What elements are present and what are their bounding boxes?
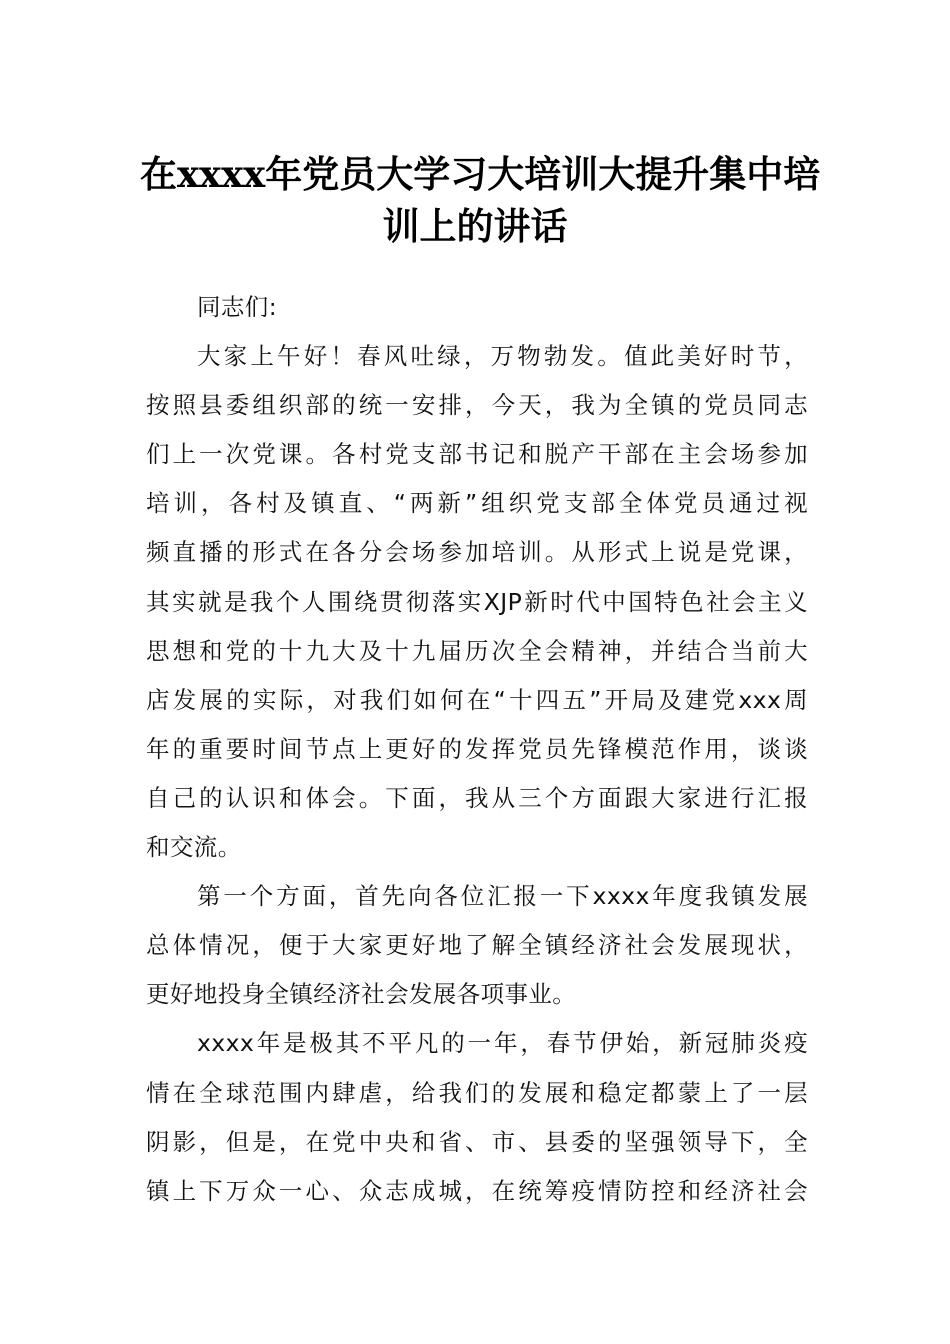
text-line: 阴影，但是，在党中央和省、市、县委的坚强领导下，全 bbox=[146, 1127, 808, 1156]
document-body bbox=[146, 283, 808, 1216]
text-line: 思想和党的十九大及十九届历次全会精神，并结合当前大 bbox=[146, 636, 808, 665]
text-line: 大家上午好！春风吐绿，万物勃发。值此美好时节， bbox=[197, 342, 808, 371]
text-line: 按照县委组织部的统一安排，今天，我为全镇的党员同志 bbox=[146, 391, 808, 420]
text-line: xxxx年是极其不平凡的一年，春节伊始，新冠肺炎疫 bbox=[197, 1029, 808, 1058]
text-line: 总体情况，便于大家更好地了解全镇经济社会发展现状， bbox=[146, 931, 808, 960]
text-line: 情在全球范围内肆虐，给我们的发展和稳定都蒙上了一层 bbox=[146, 1078, 808, 1107]
title-line: 训上的讲话 bbox=[382, 204, 568, 248]
text-line: 其实就是我个人围绕贯彻落实XJP新时代中国特色社会主义 bbox=[146, 587, 808, 616]
text-line: 培训，各村及镇直、“两新”组织党支部全体党员通过视 bbox=[146, 489, 808, 518]
text-line: 自己的认识和体会。下面，我从三个方面跟大家进行汇报 bbox=[146, 783, 808, 812]
text-line: 和交流。 bbox=[146, 833, 242, 862]
document-title bbox=[140, 148, 821, 252]
text-line: 更好地投身全镇经济社会发展各项事业。 bbox=[146, 980, 577, 1009]
text-line: 第一个方面，首先向各位汇报一下xxxx年度我镇发展 bbox=[197, 882, 808, 911]
text-line: 镇上下万众一心、众志成城，在统筹疫情防控和经济社会 bbox=[146, 1176, 808, 1205]
salutation: 同志们: bbox=[197, 293, 278, 321]
title-line: 在xxxx年党员大学习大培训大提升集中培 bbox=[140, 152, 821, 196]
text-line: 店发展的实际，对我们如何在“十四五”开局及建党xxx周 bbox=[146, 685, 808, 714]
text-line: 们上一次党课。各村党支部书记和脱产干部在主会场参加 bbox=[146, 440, 808, 469]
text-line: 年的重要时间节点上更好的发挥党员先锋模范作用，谈谈 bbox=[146, 734, 808, 763]
text-line: 频直播的形式在各分会场参加培训。从形式上说是党课， bbox=[146, 538, 808, 567]
